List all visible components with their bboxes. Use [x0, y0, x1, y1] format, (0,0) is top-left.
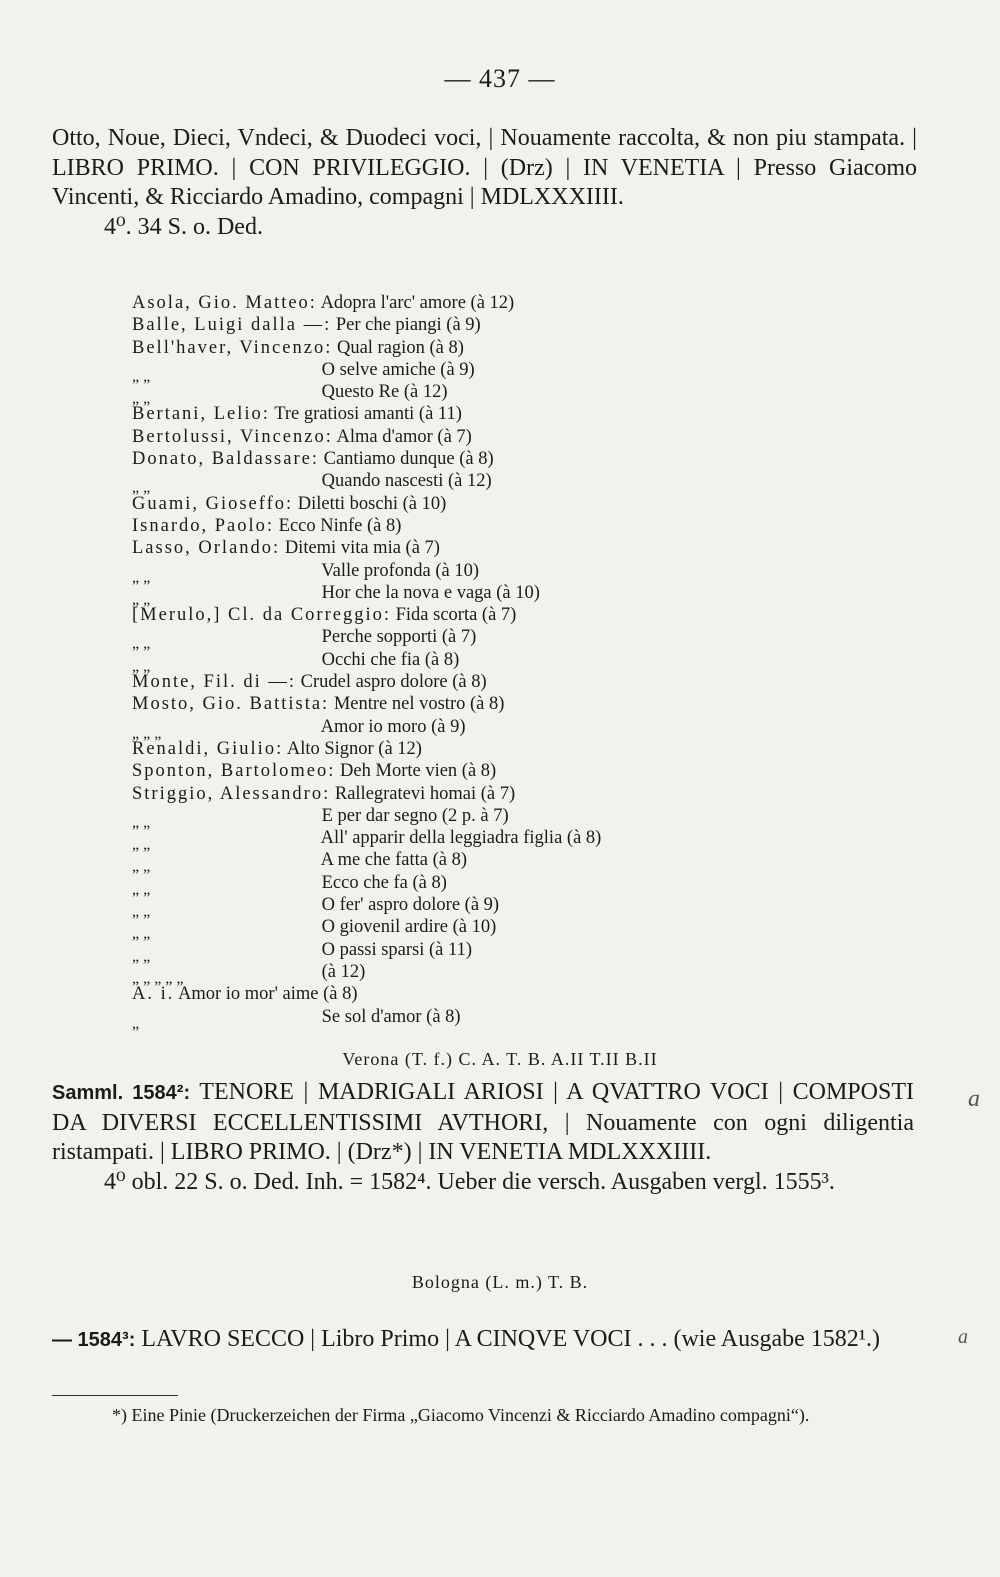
composer-name: A. i.: [132, 984, 175, 1005]
composer-name: Lasso, Orlando:: [132, 538, 281, 559]
composer-name: Bell'haver, Vincenzo:: [132, 337, 333, 358]
margin-annotation: a: [958, 1326, 968, 1348]
work-title: Deh Morte vien (à 8): [340, 761, 497, 782]
entry-format: 4⁰ obl. 22 S. o. Ded. Inh. = 1582⁴. Ueber die versch. Ausgaben vergl. 1555³.: [104, 1168, 835, 1195]
work-title: Alma d'amor (à 7): [336, 426, 472, 447]
entry-format: 4⁰. 34 S. o. Ded.: [104, 213, 263, 240]
margin-annotation: a: [968, 1086, 980, 1112]
composer-row: [132, 314, 852, 336]
composer-row: [132, 337, 852, 359]
work-title: Tre gratiosi amanti (à 11): [274, 404, 462, 425]
composer-name: „ „: [132, 947, 151, 965]
work-title: A me che fatta (à 8): [320, 850, 467, 871]
entry-sigla: — 1584³:: [52, 1329, 136, 1351]
work-title: Adopra l'arc' amore (à 12): [320, 293, 515, 313]
composer-name: Striggio, Alessandro:: [132, 783, 331, 804]
composer-name: „ „: [132, 590, 151, 608]
composer-name: [Merulo,] Cl. da Correggio:: [132, 605, 391, 626]
composer-name: „ „: [132, 390, 151, 408]
work-title: Se sol d'amor (à 8): [321, 1006, 461, 1027]
composer-name: Guami, Gioseffo:: [132, 493, 294, 514]
work-title: Cantiamo dunque (à 8): [323, 449, 494, 470]
composer-name: „ „: [132, 635, 151, 653]
entry-sigla: Samml. 1584²:: [52, 1082, 191, 1104]
work-title: Quando nascesti (à 12): [321, 471, 492, 492]
composer-name: „ „: [132, 858, 151, 876]
composer-row: [132, 292, 852, 314]
composer-row: [132, 693, 852, 715]
work-title: Fida scorta (à 7): [395, 605, 517, 626]
work-title: Crudel aspro dolore (à 8): [300, 672, 487, 693]
composer-row: [132, 515, 852, 537]
composer-name: „ „ „: [132, 724, 162, 742]
composer-name: „ „ „ „ „: [132, 969, 184, 987]
entry-text: TENORE | MADRIGALI ARIOSI | A QVATTRO VOCI | COMPOSTI DA DIVERSI ECCELLENTISSIMI AVTHORI, | Nouamente con ogni diligentia ristampati. | LIBRO PRIMO. | (Drz*) | IN VENETIA MDLXXXIIII.: [52, 1079, 914, 1165]
composer-name: Bertolussi, Vincenzo:: [132, 426, 333, 447]
work-title: Per che piangi (à 9): [335, 315, 481, 336]
work-title: O selve amiche (à 9): [321, 359, 475, 380]
work-title: Qual ragion (à 8): [336, 337, 464, 358]
composer-row: [132, 359, 852, 385]
composer-name: Donato, Baldassare:: [132, 449, 319, 470]
composer-name: „ „: [132, 813, 151, 831]
work-title: Rallegratevi homai (à 7): [334, 783, 516, 804]
footnote-rule: [52, 1395, 178, 1396]
composer-row: [132, 1006, 852, 1032]
entry-title-text: Otto, Noue, Dieci, Vndeci, & Duodeci voci, | Nouamente raccolta, & non piu stampata. | LIBRO PRIMO. | CON PRIVILEGGIO. | (Drz) | IN VENETIA | Presso Giacomo Vincenti, & Ricciardo Amadino, compagni | MDLXXXIIII.: [52, 125, 917, 210]
composer-name: „ „: [132, 657, 151, 675]
work-title: Perche sopporti (à 7): [321, 627, 477, 648]
library-holdings: Bologna (L. m.) T. B.: [411, 1272, 589, 1292]
composer-name: „: [132, 1014, 140, 1032]
entry-text: LAVRO SECCO | Libro Primo | A CINQVE VOCI . . . (wie Ausgabe 1582¹.): [141, 1326, 880, 1352]
work-title: Amor io moro (à 9): [320, 716, 466, 737]
composer-name: Renaldi, Giulio:: [132, 738, 284, 759]
composer-name: Isnardo, Paolo:: [132, 515, 275, 536]
composer-row: [132, 805, 852, 831]
work-title: O passi sparsi (à 11): [321, 939, 472, 960]
composer-name: „ „: [132, 367, 151, 385]
composer-name: Sponton, Bartolomeo:: [132, 761, 336, 782]
composer-name: „ „: [132, 925, 151, 943]
entry-1584-3: [52, 1324, 914, 1355]
footnote: *) Eine Pinie (Druckerzeichen der Firma „Giacomo Vincenzi & Ricciardo Amadino compagni“).: [112, 1405, 810, 1425]
composer-name: „ „: [132, 903, 151, 921]
work-title: Valle profonda (à 10): [321, 560, 479, 581]
entry-1584-2: [52, 1078, 914, 1197]
composer-row: [132, 783, 852, 805]
composer-row: [132, 760, 852, 782]
composer-row: [132, 448, 852, 470]
work-title: Alto Signor (à 12): [286, 738, 422, 759]
work-title: O fer' aspro dolore (à 9): [321, 895, 500, 916]
composer-name: Mosto, Gio. Battista:: [132, 694, 330, 715]
composer-row: [132, 537, 852, 559]
work-title: Amor io mor' aime (à 8): [177, 984, 358, 1005]
composer-row: [132, 470, 852, 497]
composer-name: Balle, Luigi dalla —:: [132, 315, 332, 336]
work-title: (à 12): [321, 961, 366, 982]
entry-title-text: [52, 1078, 914, 1168]
work-title: Hor che la nova e vaga (à 10): [321, 582, 540, 603]
work-title: Diletti boschi (à 10): [297, 493, 447, 514]
work-title: Ecco Ninfe (à 8): [278, 515, 402, 536]
work-title: Mentre nel vostro (à 8): [333, 694, 505, 715]
composer-name: „ „: [132, 836, 151, 854]
work-title: Ecco che fa (à 8): [321, 872, 447, 893]
composer-name: „ „: [132, 568, 151, 586]
work-title: All' apparir della leggiadra figlia (à 8): [320, 828, 602, 849]
work-title: Questo Re (à 12): [321, 382, 448, 403]
composer-name: Bertani, Lelio:: [132, 404, 270, 425]
composer-list: [132, 292, 852, 1032]
page-number: — 437 —: [444, 64, 556, 93]
work-title: Ditemi vita mia (à 7): [284, 538, 440, 559]
work-title: Occhi che fia (à 8): [321, 649, 460, 670]
composer-row: [132, 626, 852, 653]
composer-row: [132, 426, 852, 448]
work-title: O giovenil ardire (à 10): [321, 917, 497, 938]
entry-1584-1: [52, 124, 917, 242]
composer-row: [132, 716, 852, 742]
composer-row: [132, 560, 852, 586]
work-title: E per dar segno (2 p. à 7): [321, 805, 509, 826]
composer-name: Monte, Fil. di —:: [132, 672, 297, 693]
composer-name: „ „: [132, 880, 151, 898]
composer-name: Asola, Gio. Matteo:: [132, 293, 317, 313]
composer-name: „ „: [132, 479, 151, 497]
library-holdings: Verona (T. f.) C. A. T. B. A.II T.II B.II: [342, 1049, 658, 1069]
